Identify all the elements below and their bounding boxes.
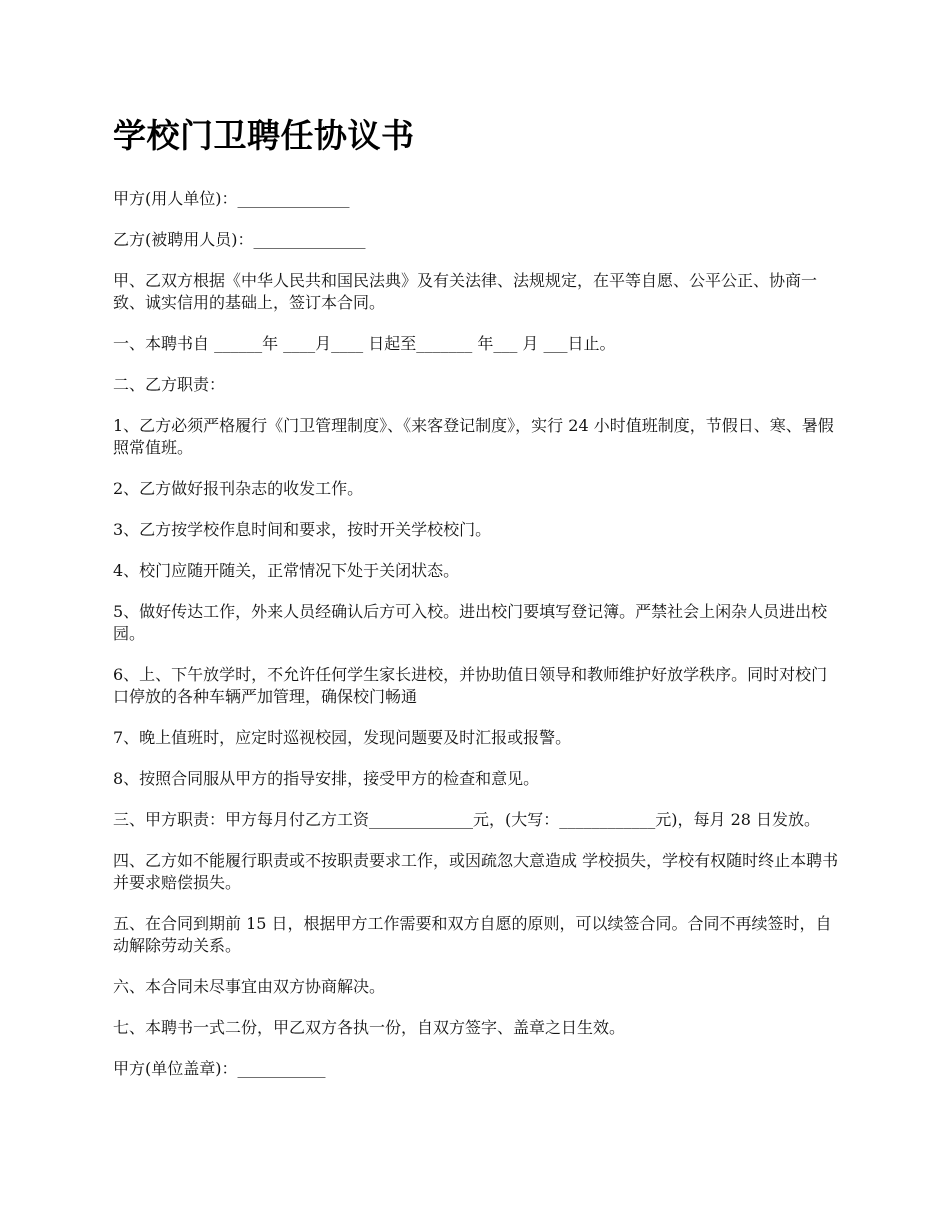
clause-1-term: 一、本聘书自 ______年 ____月____ 日起至_______ 年___ 月 ___日止。 (113, 334, 616, 353)
duty-item-7: 7、晚上值班时，应定时巡视校园，发现问题要及时汇报或报警。 (113, 728, 572, 747)
duty-item-6: 6、上、下午放学时，不允许任何学生家长进校，并协助值日领导和教师维护好放学秩序。同时对校门口停放的各种车辆严加管理，确保校门畅通 (113, 665, 828, 706)
duty-item-3: 3、乙方按学校作息时间和要求，按时开关学校校门。 (113, 520, 492, 539)
party-a-line: 甲方(用人单位)：______________ (113, 189, 350, 208)
clause-3-salary: 三、甲方职责：甲方每月付乙方工资_____________元，(大写：____________元)，每月 28 日发放。 (113, 810, 821, 829)
duty-item-5: 5、做好传达工作，外来人员经确认后方可入校。进出校门要填写登记簿。严禁社会上闲杂人员进出校园。 (113, 602, 828, 643)
clause-5-renewal: 五、在合同到期前 15 日，根据甲方工作需要和双方自愿的原则，可以续签合同。合同不再续签时，自动解除劳动关系。 (113, 914, 832, 955)
party-b-line: 乙方(被聘用人员)：______________ (113, 230, 366, 249)
clause-2-heading: 二、乙方职责： (113, 375, 226, 394)
duty-item-2: 2、乙方做好报刊杂志的收发工作。 (113, 479, 364, 498)
document-body (113, 110, 843, 1099)
document-title: 学校门卫聘任协议书 (113, 116, 415, 155)
duty-item-1: 1、乙方必须严格履行《门卫管理制度》、《来客登记制度》，实行 24 小时值班制度，节假日、寒、暑假照常值班。 (113, 416, 834, 457)
party-a-seal-line: 甲方(单位盖章)：___________ (113, 1059, 326, 1078)
duty-item-8: 8、按照合同服从甲方的指导安排，接受甲方的检查和意见。 (113, 769, 540, 788)
clause-7-copies: 七、本聘书一式二份，甲乙双方各执一份，自双方签字、盖章之日生效。 (113, 1018, 626, 1037)
preamble-paragraph: 甲、乙双方根据《中华人民共和国民法典》及有关法律、法规规定，在平等自愿、公平公正、协商一致、诚实信用的基础上，签订本合同。 (113, 271, 818, 312)
duty-item-4: 4、校门应随开随关，正常情况下处于关闭状态。 (113, 561, 460, 580)
clause-4-termination: 四、乙方如不能履行职责或不按职责要求工作，或因疏忽大意造成 学校损失，学校有权随时终止本聘书并要求赔偿损失。 (113, 851, 839, 892)
clause-6-negotiation: 六、本合同未尽事宜由双方协商解决。 (113, 977, 386, 996)
